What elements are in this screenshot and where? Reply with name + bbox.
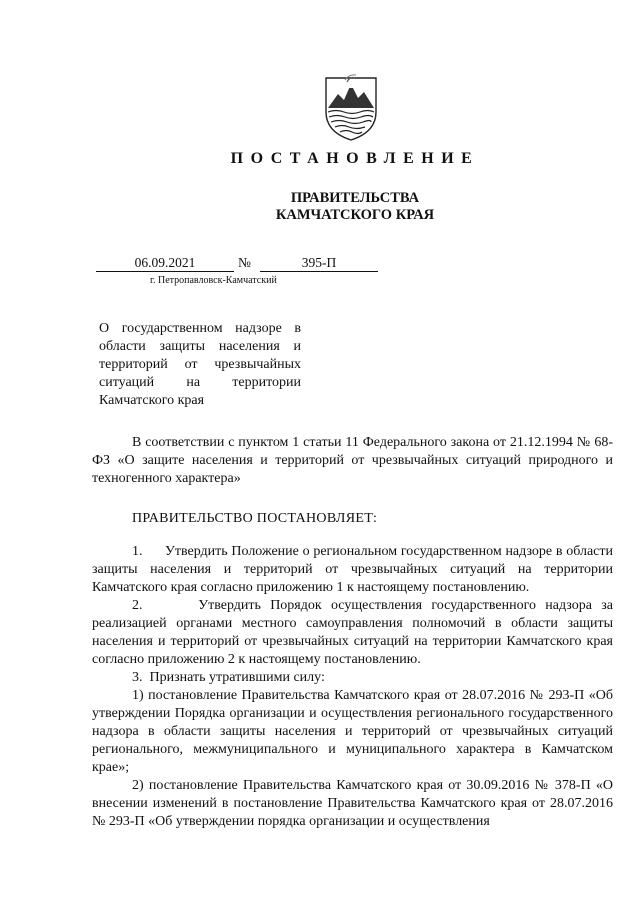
issue-city: г. Петропавловск-Камчатский bbox=[150, 275, 277, 286]
document-type-title: ПОСТАНОВЛЕНИЕ bbox=[230, 150, 480, 167]
document-subject: О государственном надзоре в области защиты населения и территорий от чрезвычайных ситуаций на территории Камчатского края bbox=[99, 321, 301, 408]
resolution-item-2: 2. Утвердить Порядок осуществления государственного надзора за реализацией органами местного самоуправления полномочий в области защиты населения и территорий от чрезвычайных ситуаций на территории Камчатского края согласно приложению 2 к настоящему постановлению. bbox=[92, 598, 613, 667]
resolution-item-1: 1. Утвердить Положение о региональном государственном надзоре в области защиты населения и территорий от чрезвычайных ситуаций на территории Камчатского края согласно приложению 1 к настоящему постановлению. bbox=[92, 544, 613, 595]
date-number-line bbox=[96, 255, 380, 273]
document-date: 06.09.2021 bbox=[96, 255, 234, 272]
resolution-items bbox=[92, 543, 613, 831]
preamble bbox=[92, 434, 613, 488]
number-sign: № bbox=[238, 255, 251, 270]
resolves-text: ПРАВИТЕЛЬСТВО ПОСТАНОВЛЯЕТ: bbox=[132, 511, 378, 526]
preamble-text: В соответствии с пунктом 1 статьи 11 Федерального закона от 21.12.1994 № 68-ФЗ «О защите населения и территорий от чрезвычайных ситуаций природного и техногенного характера» bbox=[92, 435, 613, 486]
document-number: 395-П bbox=[260, 255, 378, 272]
issuer-title bbox=[0, 190, 640, 224]
resolution-item-3: 3. Признать утратившими силу: bbox=[132, 670, 325, 685]
kamchatka-coat-of-arms-icon bbox=[322, 72, 380, 142]
issuer-line-2: КАМЧАТСКОГО КРАЯ bbox=[275, 207, 435, 223]
resolves-line bbox=[92, 510, 613, 528]
repealed-act-2: 2) постановление Правительства Камчатского края от 30.09.2016 № 378-П «О внесении изменений в постановление Правительства Камчатского края от 28.07.2016 № 293-П «Об утверждении порядка организации и осуществления bbox=[92, 778, 613, 829]
issuer-line-1: ПРАВИТЕЛЬСТВА bbox=[290, 190, 420, 206]
repealed-act-1: 1) постановление Правительства Камчатского края от 28.07.2016 № 293-П «Об утверждении Порядка организации и осуществления регионального государственного надзора в области защиты населения и территорий от чрезвычайных ситуаций регионального, межмуниципального и муниципального характера в Камчатском крае»; bbox=[92, 688, 613, 775]
